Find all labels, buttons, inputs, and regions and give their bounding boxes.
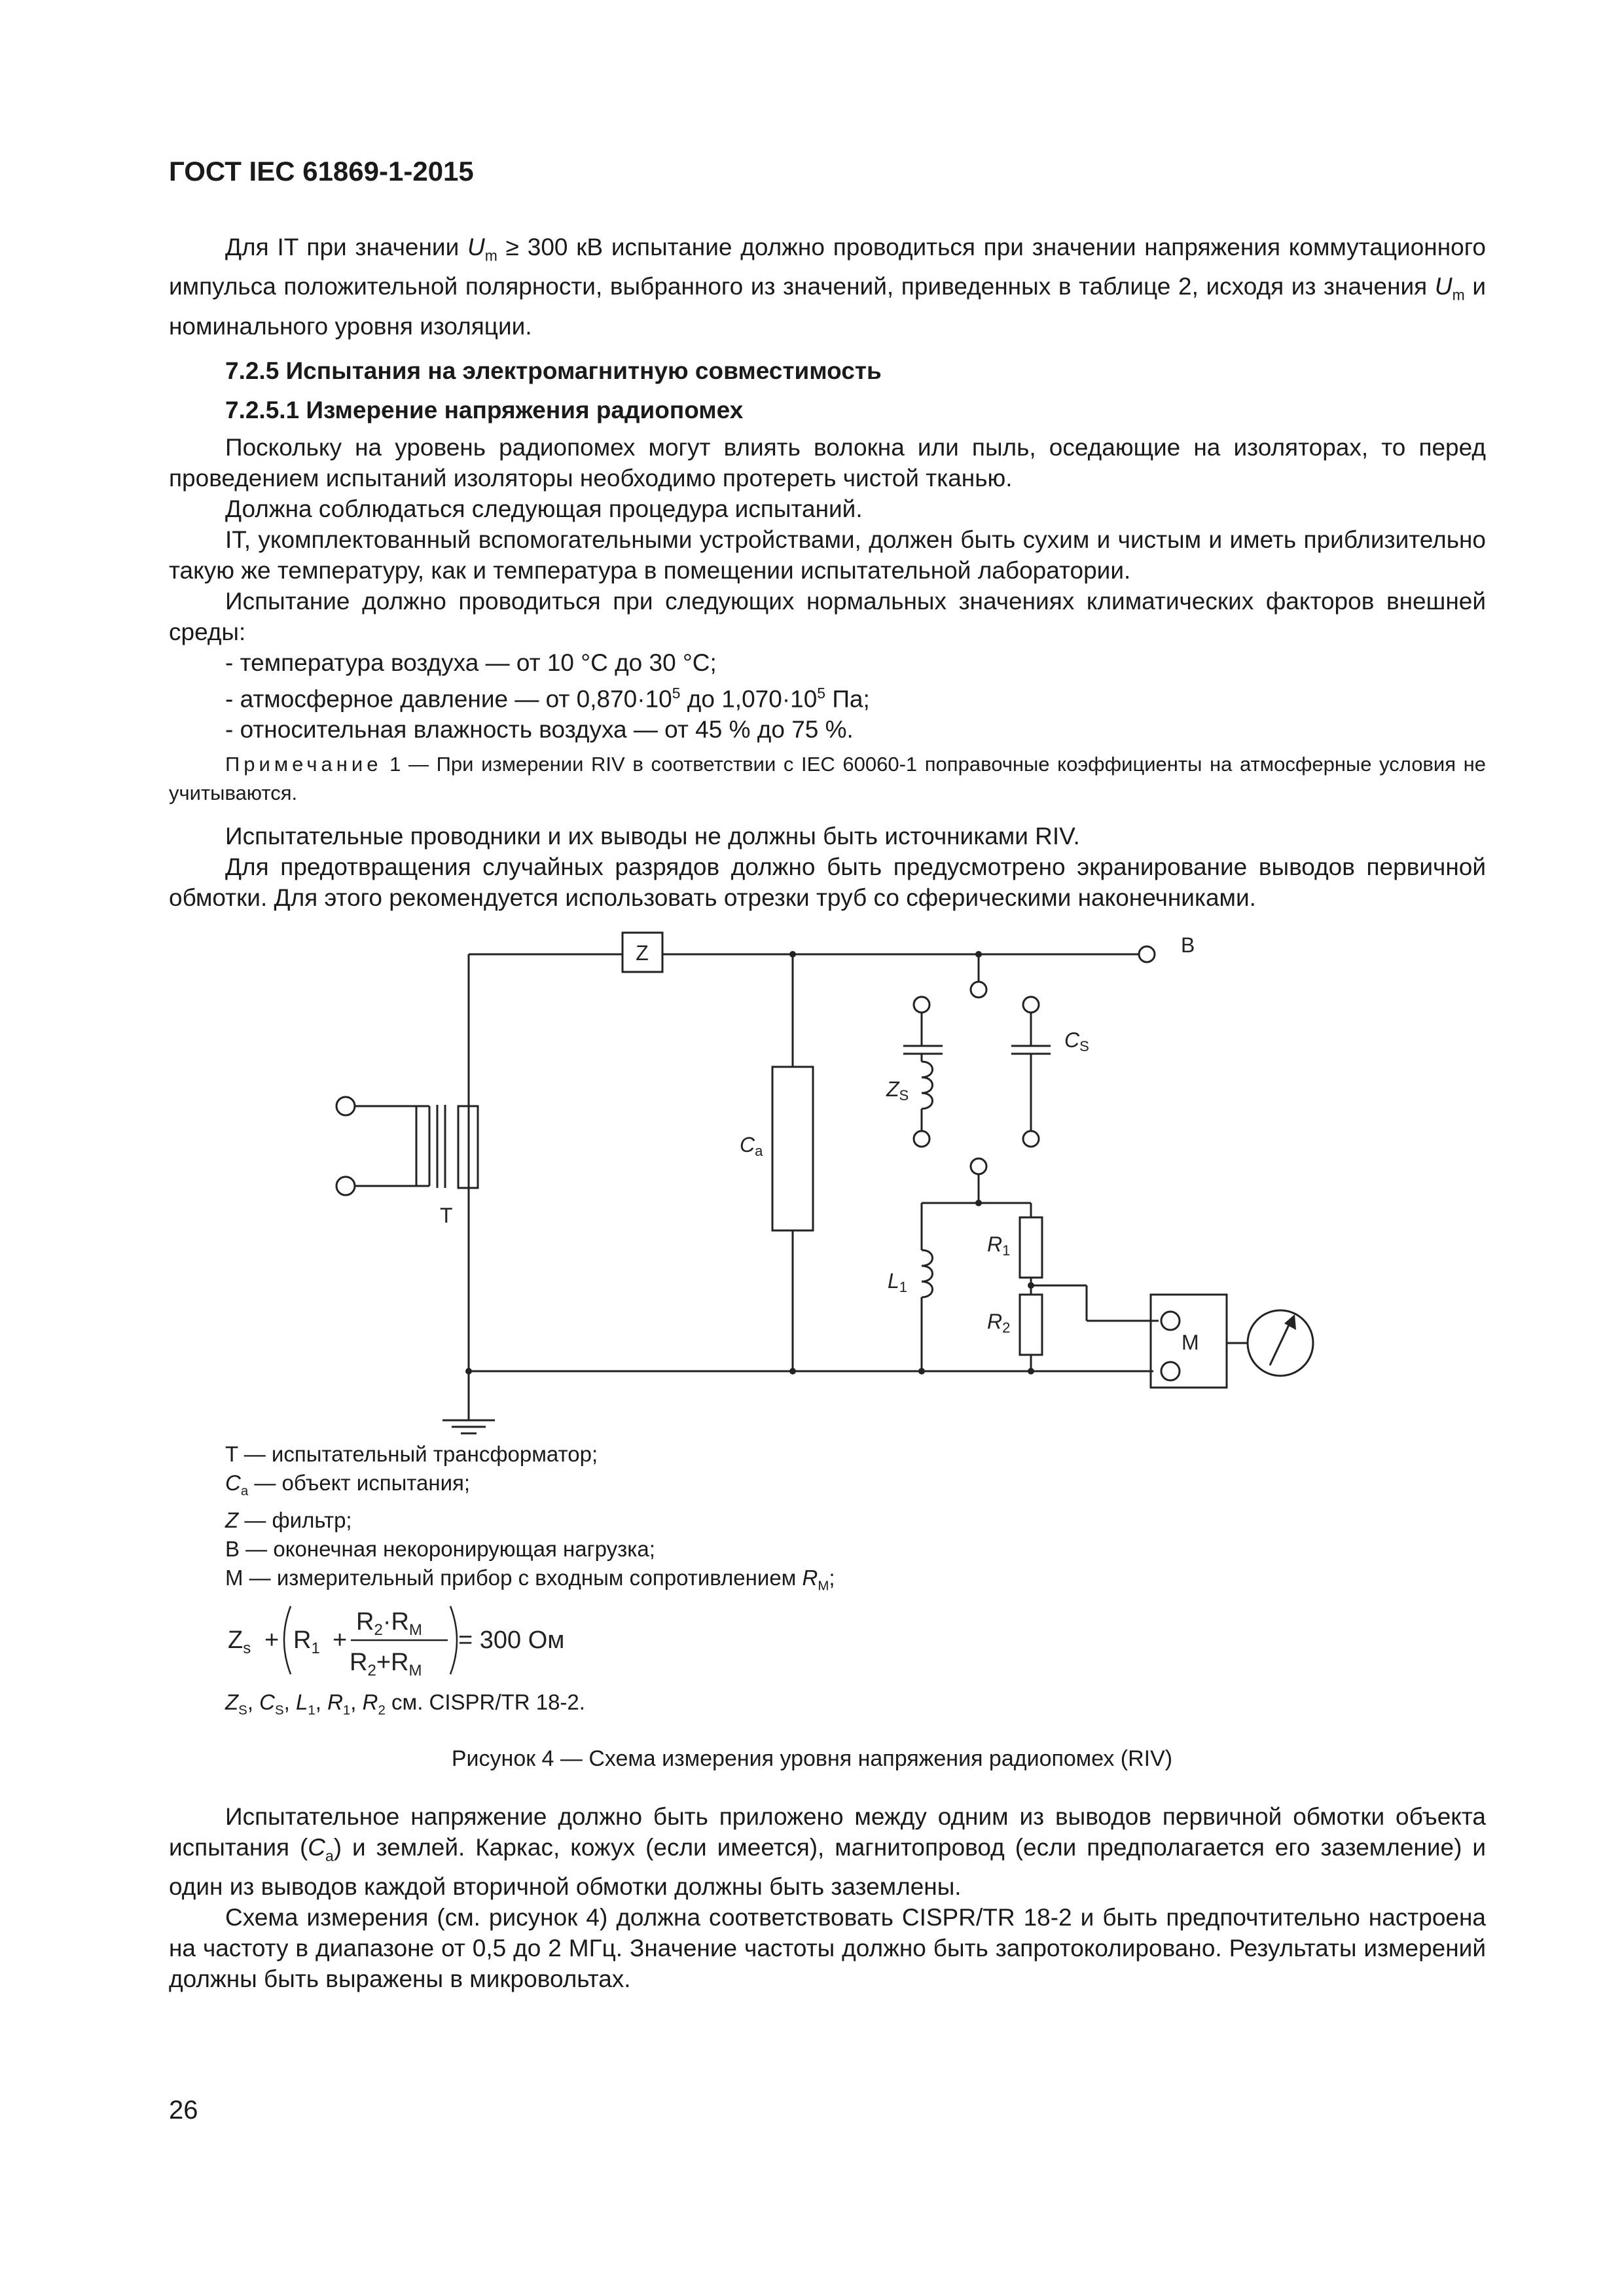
meter-label: M	[1182, 1331, 1199, 1354]
legend-item: B — оконечная некоронирующая нагрузка;	[225, 1536, 655, 1561]
page-title: ГОСТ IEC 61869-1-2015	[169, 156, 474, 187]
page-number: 26	[169, 2096, 198, 2125]
svg-text:Zs: $Z_s$	[228, 1626, 251, 1657]
svg-text:= 300 Ом: = 300 Ом	[458, 1626, 565, 1654]
figure-legend	[225, 1440, 835, 1600]
svg-text:R2·RM: $R_2\cdot R_M$	[356, 1608, 422, 1639]
legend-item: M — измерительный прибор с входным сопротивлением $R_M$;	[225, 1565, 835, 1594]
ca-label: Ca	[740, 1133, 763, 1159]
filter-label: Z	[636, 941, 649, 965]
list-item: - температура воздуха — от 10 °C до 30 °C;	[225, 649, 717, 676]
paragraph: IT, укомплектованный вспомогательными устройствами, должен быть сухим и чистым и иметь приблизительно такую же температуру, как и температура в помещении испытательной лаборатории.	[169, 526, 1486, 584]
intro-paragraph: Для IT при значении $U_m \ge 300$ кВ испытание должно проводиться при значении напряжения коммутационного импульса положительной полярности, выбранного из значений, приведенных в таблице 2, исходя из значения $U_m$ и номинального уровня изоляции.	[169, 234, 1487, 340]
svg-text:R2+RM: $R_2+R_M$	[350, 1649, 422, 1679]
subsection-heading: 7.2.5.1 Измерение напряжения радиопомех	[225, 396, 744, 423]
paragraph: Схема измерения (см. рисунок 4) должна соответствовать CISPR/TR 18-2 и быть предпочтительно настроена на частоту в диапазоне от 0,5 до 2 МГц. Значение частоты должно быть запротоколировано. Результаты измерений должны быть выражены в микровольтах.	[169, 1904, 1486, 1993]
l1-label: L1	[888, 1269, 908, 1295]
legend-item: Z — фильтр;	[225, 1507, 352, 1532]
bottom-section	[169, 1801, 1486, 1994]
r1-label: R1	[987, 1232, 1011, 1259]
paragraph: Поскольку на уровень радиопомех могут влиять волокна или пыль, оседающие на изоляторах, то перед проведением испытаний изоляторы необходимо протереть чистой тканью.	[169, 433, 1486, 492]
paragraph: Должна соблюдаться следующая процедура испытаний.	[225, 495, 863, 522]
legend-item: $C_a$ — объект испытания;	[225, 1471, 471, 1499]
cs-label: CS	[1064, 1028, 1089, 1054]
paragraph: Испытательное напряжение должно быть приложено между одним из выводов первичной обмотки объекта испытания $(C_a)$ и землей. Каркас, кожух (если имеется), магнитопровод (если предполагается его заземление) и один из выводов каждой вторичной обмотки должны быть заземлены.	[169, 1803, 1486, 1901]
paragraph: Для предотвращения случайных разрядов должно быть предусмотрено экранирование выводов первичной обмотки. Для этого рекомендуется использовать отрезки труб со сферическими наконечниками.	[169, 853, 1486, 912]
r2-label: R2	[987, 1310, 1011, 1336]
formula	[225, 1597, 644, 1682]
svg-text:+: +	[333, 1626, 348, 1654]
paragraph: Испытание должно проводиться при следующих нормальных значениях климатических факторов внешней среды:	[169, 587, 1486, 645]
legend-item: T — испытательный трансформатор;	[225, 1442, 598, 1466]
formula-reference: $Z_S$, $C_S$, $L_1$, $R_1$, $R_2$ см. CISPR/TR 18-2.	[225, 1690, 585, 1718]
list-item: - относительная влажность воздуха — от 45 % до 75 %.	[225, 716, 854, 744]
section-heading: 7.2.5 Испытания на электромагнитную совместимость	[225, 357, 882, 384]
figure-caption: Рисунок 4 — Схема измерения уровня напряжения радиопомех (RIV)	[451, 1746, 1173, 1771]
svg-text:R1: $R_1$	[293, 1626, 320, 1657]
paragraph: Испытательные проводники и их выводы не должны быть источниками RIV.	[225, 823, 1080, 850]
load-label: B	[1181, 933, 1195, 957]
transformer-label: T	[440, 1204, 453, 1227]
svg-text:+: +	[264, 1626, 280, 1654]
note: Примечание 1 — При измерении RIV в соответствии с IEC 60060-1 поправочные коэффициенты на атмосферные условия не учитываются.	[169, 753, 1486, 805]
list-item: - атмосферное давление — от $0,870\cdot 10^5$ до $1,070\cdot 10^5$ Па;	[225, 684, 870, 713]
zs-label: ZS	[886, 1077, 909, 1103]
